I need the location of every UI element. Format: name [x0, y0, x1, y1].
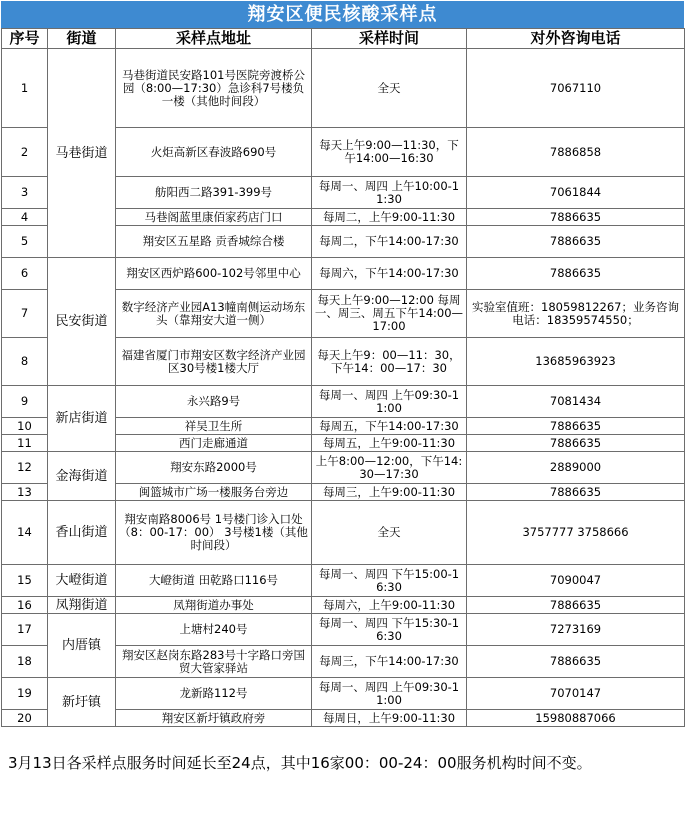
- cell-seq: 1: [2, 49, 48, 128]
- cell-time: 每周一、周四 下午15:30-16:30: [312, 614, 467, 646]
- cell-seq: 7: [2, 290, 48, 338]
- cell-phone: 7886858: [467, 128, 685, 177]
- cell-time: 每周一、周四 上午09:30-11:00: [312, 678, 467, 710]
- cell-street: 内厝镇: [48, 614, 116, 678]
- cell-seq: 3: [2, 177, 48, 209]
- cell-seq: 2: [2, 128, 48, 177]
- cell-address: 舫阳西二路391-399号: [116, 177, 312, 209]
- table-row: [2, 565, 685, 597]
- cell-street: 民安街道: [48, 258, 116, 386]
- table-row: [2, 614, 685, 646]
- cell-phone: 3757777 3758666: [467, 501, 685, 565]
- cell-address: 翔安南路8006号 1号楼门诊入口处（8：00-17：00） 3号楼1楼（其他时间段）: [116, 501, 312, 565]
- header-phone: 对外咨询电话: [467, 29, 685, 49]
- cell-phone: 7061844: [467, 177, 685, 209]
- footer-note: 3月13日各采样点服务时间延长至24点，其中16家00：00-24：00服务机构时间不变。: [8, 754, 592, 772]
- cell-seq: 14: [2, 501, 48, 565]
- cell-street: 香山街道: [48, 501, 116, 565]
- cell-seq: 17: [2, 614, 48, 646]
- cell-address: 数字经济产业园A13幢南侧运动场东头（靠翔安大道一侧）: [116, 290, 312, 338]
- cell-address: 上塘村240号: [116, 614, 312, 646]
- cell-address: 祥吴卫生所: [116, 418, 312, 435]
- cell-seq: 10: [2, 418, 48, 435]
- header-address: 采样点地址: [116, 29, 312, 49]
- page-title: 翔安区便民核酸采样点: [1, 1, 684, 28]
- cell-phone: 7070147: [467, 678, 685, 710]
- cell-time: 每周二，上午9:00-11:30: [312, 209, 467, 226]
- table-row: [2, 452, 685, 484]
- cell-time: 每周五，下午14:00-17:30: [312, 418, 467, 435]
- cell-time: 每周日，上午9:00-11:30: [312, 710, 467, 727]
- cell-phone: 7886635: [467, 484, 685, 501]
- cell-seq: 16: [2, 597, 48, 614]
- table-row: [2, 49, 685, 128]
- cell-time: 每周一、周四 上午10:00-11:30: [312, 177, 467, 209]
- cell-time: 每天上午9：00—11：30，下午14：00—17：30: [312, 338, 467, 386]
- cell-time: 每天上午9:00—12:00 每周一、周三、周五下午14:00—17:00: [312, 290, 467, 338]
- cell-phone: 7886635: [467, 418, 685, 435]
- cell-seq: 4: [2, 209, 48, 226]
- cell-address: 凤翔街道办事处: [116, 597, 312, 614]
- cell-phone: 7886635: [467, 435, 685, 452]
- cell-address: 翔安东路2000号: [116, 452, 312, 484]
- cell-phone: 2889000: [467, 452, 685, 484]
- cell-time: 每周六，上午9:00-11:30: [312, 597, 467, 614]
- cell-address: 龙新路112号: [116, 678, 312, 710]
- cell-address: 翔安区新圩镇政府旁: [116, 710, 312, 727]
- cell-address: 大嶝街道 田乾路口116号: [116, 565, 312, 597]
- cell-seq: 5: [2, 226, 48, 258]
- cell-time: 每周三，下午14:00-17:30: [312, 646, 467, 678]
- cell-street: 大嶝街道: [48, 565, 116, 597]
- table-row: [2, 678, 685, 710]
- cell-seq: 20: [2, 710, 48, 727]
- cell-phone: 7081434: [467, 386, 685, 418]
- table-row: [2, 258, 685, 290]
- cell-phone: 15980887066: [467, 710, 685, 727]
- cell-phone: 7886635: [467, 597, 685, 614]
- cell-seq: 19: [2, 678, 48, 710]
- cell-street: 凤翔街道: [48, 597, 116, 614]
- cell-address: 火炬高新区春波路690号: [116, 128, 312, 177]
- cell-address: 闽篮城市广场一楼服务台旁边: [116, 484, 312, 501]
- cell-phone: 7067110: [467, 49, 685, 128]
- cell-phone: 7886635: [467, 258, 685, 290]
- cell-time: 全天: [312, 49, 467, 128]
- header-row: [2, 29, 685, 49]
- cell-time: 每周二，下午14:00-17:30: [312, 226, 467, 258]
- cell-seq: 8: [2, 338, 48, 386]
- cell-phone: 7090047: [467, 565, 685, 597]
- cell-street: 新店街道: [48, 386, 116, 452]
- cell-seq: 18: [2, 646, 48, 678]
- cell-time: 上午8:00—12:00，下午14:30—17:30: [312, 452, 467, 484]
- header-seq: 序号: [2, 29, 48, 49]
- header-time: 采样时间: [312, 29, 467, 49]
- cell-phone: 7886635: [467, 646, 685, 678]
- cell-phone: 13685963923: [467, 338, 685, 386]
- cell-street: 马巷街道: [48, 49, 116, 258]
- cell-time: 每周一、周四 下午15:00-16:30: [312, 565, 467, 597]
- cell-phone: 7886635: [467, 209, 685, 226]
- sampling-sites-table: [1, 28, 685, 727]
- cell-address: 翔安区五星路 贡香城综合楼: [116, 226, 312, 258]
- cell-time: 每周一、周四 上午09:30-11:00: [312, 386, 467, 418]
- cell-street: 金海街道: [48, 452, 116, 501]
- cell-address: 翔安区西炉路600-102号邻里中心: [116, 258, 312, 290]
- header-street: 街道: [48, 29, 116, 49]
- cell-seq: 9: [2, 386, 48, 418]
- cell-address: 永兴路9号: [116, 386, 312, 418]
- cell-street: 新圩镇: [48, 678, 116, 727]
- cell-address: 西门走廊通道: [116, 435, 312, 452]
- cell-phone: 7273169: [467, 614, 685, 646]
- cell-time: 全天: [312, 501, 467, 565]
- table-row: [2, 597, 685, 614]
- cell-address: 马巷街道民安路101号医院旁渡桥公园（8:00—17:30）急诊科7号楼负一楼（其他时间段）: [116, 49, 312, 128]
- cell-time: 每周五，上午9:00-11:30: [312, 435, 467, 452]
- cell-address: 翔安区赵岗东路283号十字路口旁国贸大管家驿站: [116, 646, 312, 678]
- cell-phone: 实验室值班：18059812267；业务咨询电话：18359574550；: [467, 290, 685, 338]
- cell-seq: 6: [2, 258, 48, 290]
- table-row: [2, 386, 685, 418]
- cell-seq: 13: [2, 484, 48, 501]
- cell-seq: 15: [2, 565, 48, 597]
- cell-seq: 11: [2, 435, 48, 452]
- cell-address: 马巷阁蓝里康佰家药店门口: [116, 209, 312, 226]
- cell-address: 福建省厦门市翔安区数字经济产业园区30号楼1楼大厅: [116, 338, 312, 386]
- table-row: [2, 501, 685, 565]
- cell-time: 每天上午9:00—11:30，下午14:00—16:30: [312, 128, 467, 177]
- cell-seq: 12: [2, 452, 48, 484]
- cell-time: 每周六，下午14:00-17:30: [312, 258, 467, 290]
- cell-time: 每周三，上午9:00-11:30: [312, 484, 467, 501]
- cell-phone: 7886635: [467, 226, 685, 258]
